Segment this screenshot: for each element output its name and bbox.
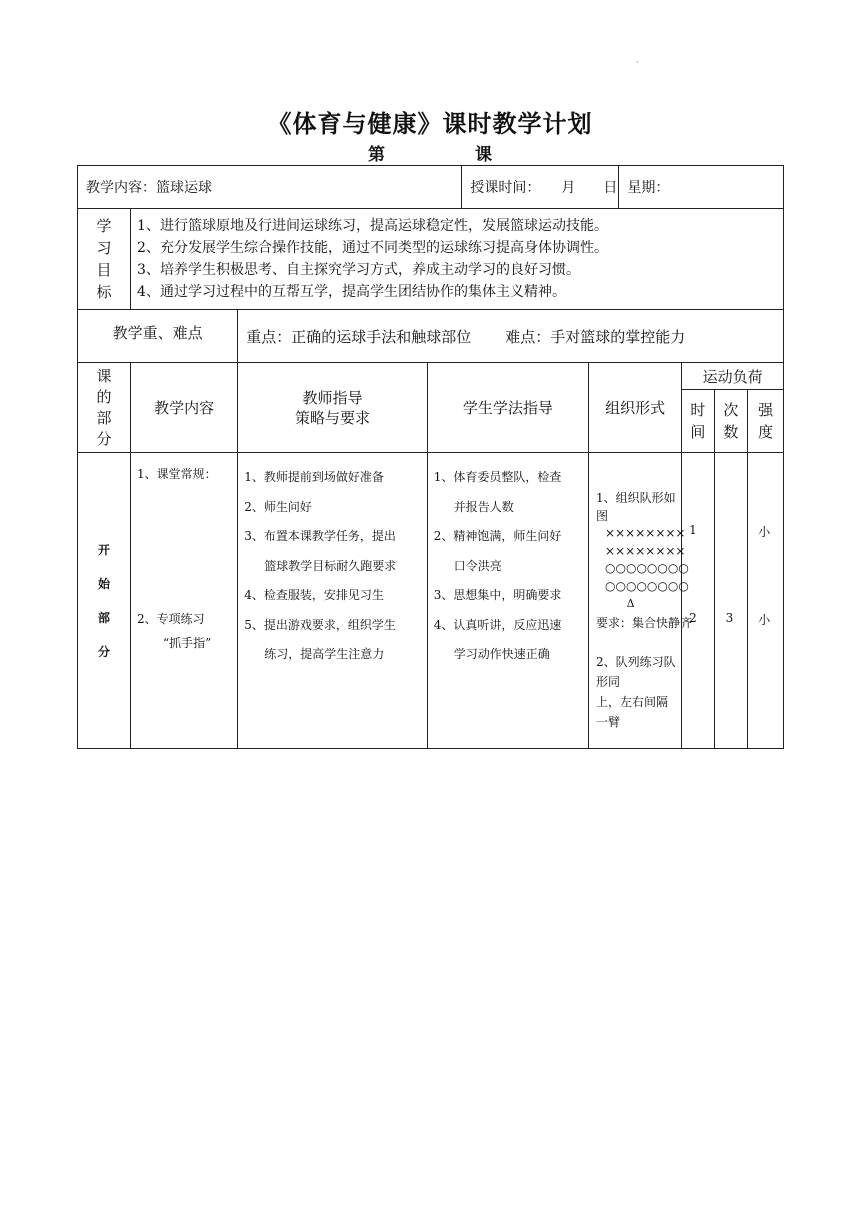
difficulty-text: 难点：手对篮球的掌控能力 [505, 327, 686, 346]
content-routine: 1、课堂常规： [137, 467, 217, 481]
header-intensity: 强 度 [748, 390, 784, 453]
key-points-text [238, 310, 784, 363]
column-header-row [78, 363, 784, 390]
org-line1: 1、组织队形如图 [596, 491, 676, 523]
student-guidance-cell [427, 453, 588, 749]
student-item: 3、思想集中，明确要求 [433, 588, 562, 602]
teacher-position-mark: Δ [626, 597, 635, 610]
goals-row [78, 209, 784, 310]
header-time: 时 间 [682, 390, 714, 453]
goal-item: 1、进行篮球原地及行进间运球练习，提高运球稳定性，发展篮球运动技能。 [137, 218, 608, 234]
start-content-cell [131, 453, 238, 749]
load-intensity-cell [748, 453, 784, 749]
teaching-content-cell: 教学内容：篮球运球 [78, 166, 462, 209]
student-item: 1、体育委员整队，检查 [433, 470, 562, 484]
time-value-2: 2 [689, 611, 697, 625]
lesson-time-cell: 授课时间： 月 日 [462, 166, 619, 209]
student-item: 4、认真听讲，反应迅速 [433, 617, 562, 632]
goal-item: 3、培养学生积极思考、自主探究学习方式，养成主动学习的良好习惯。 [137, 262, 580, 278]
lesson-plan-table [77, 165, 784, 749]
header-student: 学生学法指导 [427, 363, 588, 453]
key-points-row [78, 310, 784, 363]
header-content: 教学内容 [131, 363, 238, 453]
goal-item: 2、充分发展学生综合操作技能，通过不同类型的运球练习提高身体协调性。 [137, 240, 608, 256]
header-load: 运动负荷 [682, 363, 784, 390]
teacher-item: 3、布置本课教学任务，提出 [244, 529, 396, 543]
time-value-1: 1 [689, 523, 697, 537]
student-item: 并报告人数 [453, 499, 514, 514]
formation-row: ×××××××× [605, 543, 686, 558]
header-teacher: 教师指导 策略与要求 [238, 363, 427, 453]
student-item: 学习动作快速正确 [453, 647, 550, 661]
org-requirement: 要求：集合快静齐 [596, 615, 693, 630]
header-organization: 组织形式 [589, 363, 682, 453]
formation-row: ○○○○○○○○ [605, 561, 689, 575]
teacher-item: 4、检查服装，安排见习生 [244, 588, 384, 602]
intensity-value-2: 小 [758, 613, 771, 627]
org-line2: 2、队列练习队形同 上，左右间隔一臂 [596, 655, 676, 729]
teacher-item: 1、教师提前到场做好准备 [244, 470, 384, 484]
formation-row: ×××××××× [605, 526, 686, 540]
header-count: 次 数 [714, 390, 748, 453]
teacher-guidance-cell [238, 453, 427, 749]
teacher-item: 5、提出游戏要求，组织学生 [244, 617, 396, 632]
teacher-item: 2、师生问好 [244, 499, 312, 514]
teacher-item: 练习，提高学生注意力 [264, 647, 385, 661]
lesson-number-line [0, 140, 860, 165]
key-points-label: 教学重、难点 [78, 310, 238, 363]
page-dot: · [636, 58, 639, 67]
lesson-number-suffix: 课 [475, 145, 492, 165]
info-row [78, 166, 784, 209]
content-special: 2、专项练习 [137, 612, 205, 626]
formation-row: ○○○○○○○○ [605, 578, 689, 593]
start-section-row [78, 453, 784, 749]
teacher-item: 篮球教学目标耐久跑要求 [264, 558, 397, 573]
focus-text: 重点：正确的运球手法和触球部位 [246, 327, 472, 346]
goal-item: 4、通过学习过程中的互帮互学，提高学生团结协作的集体主义精神。 [137, 284, 566, 300]
student-item: 2、精神饱满，师生问好 [433, 529, 562, 543]
count-value-2: 3 [725, 611, 734, 625]
organization-cell [589, 453, 693, 749]
intensity-value-1: 小 [758, 525, 771, 539]
goals-list [131, 209, 784, 310]
weekday-cell: 星期： [619, 166, 784, 209]
content-special-name: “抓手指” [163, 636, 212, 650]
page-title: 《体育与健康》课时教学计划 [267, 110, 593, 138]
header-part: 课 的 部 分 [78, 363, 131, 453]
student-item: 口令洪亮 [453, 558, 502, 573]
start-section-label: 开 始 部 分 [78, 453, 131, 749]
goals-label: 学 习 目 标 [78, 209, 131, 310]
lesson-number-prefix: 第 [368, 145, 385, 165]
load-count-cell [714, 453, 748, 749]
load-time-cell [682, 453, 714, 749]
